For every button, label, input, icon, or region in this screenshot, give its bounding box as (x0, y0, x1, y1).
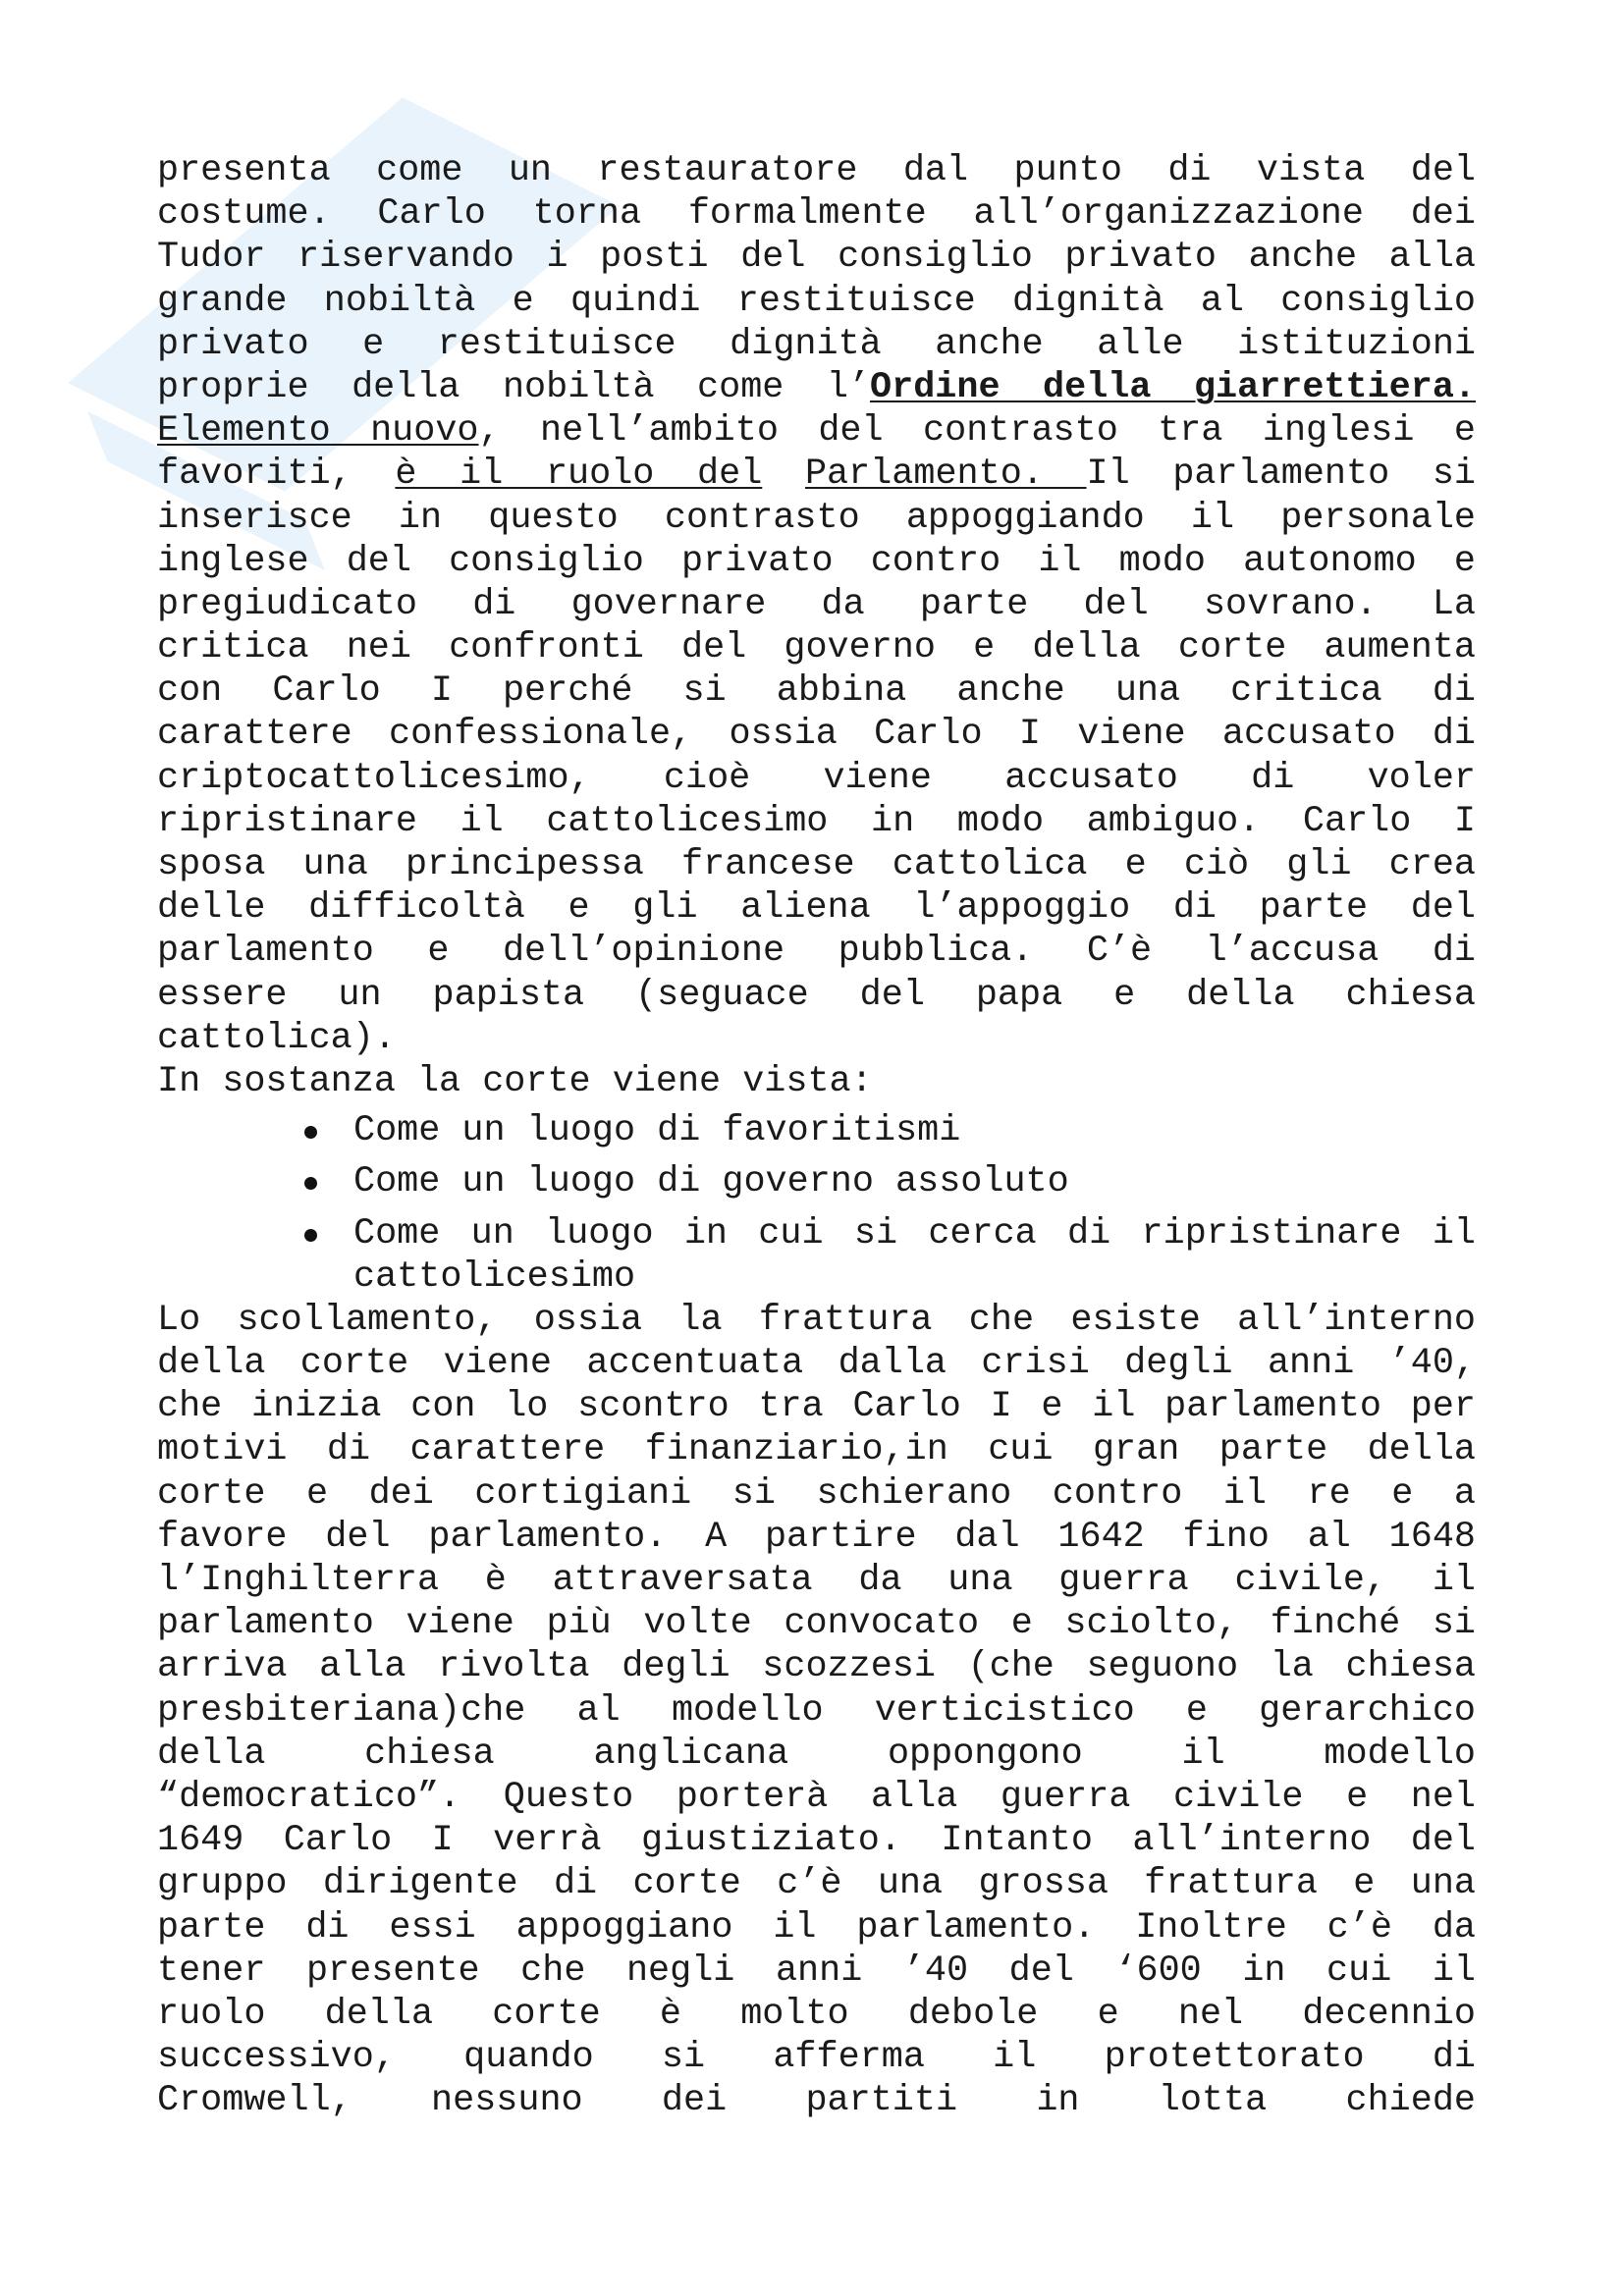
bullet-icon (304, 1229, 317, 1242)
text-line: motivi di carattere finanziario,in cui gran parte della (157, 1429, 1476, 1471)
list-intro: In sostanza la corte viene vista: (157, 1060, 873, 1102)
bullet-list (157, 1103, 1476, 1299)
list-item-text: Come un luogo in cui si cerca di ripristinare il (353, 1212, 1476, 1255)
document-body (157, 149, 1476, 2122)
text-line: presenta come un restauratore dal punto di vista del (157, 150, 1476, 191)
text-line: delle difficoltà e gli aliena l’appoggio di parte del (157, 887, 1476, 930)
text-line: ripristinare il cattolicesimo in modo ambiguo. Carlo I (157, 800, 1476, 842)
text-line: gruppo dirigente di corte c’è una grossa frattura e una (157, 1863, 1476, 1905)
text-line: favore del parlamento. A partire dal 1642 fino al 1648 (157, 1516, 1476, 1558)
text-line: presbiteriana)che al modello verticistico e gerarchico (157, 1689, 1476, 1732)
text-line: costume. Carlo torna formalmente all’organizzazione dei (157, 193, 1476, 236)
text-line: parte di essi appoggiano il parlamento. Inoltre c’è da (157, 1906, 1476, 1949)
text-line: critica nei confronti del governo e della corte aumenta (157, 627, 1476, 669)
paragraph-2 (157, 1299, 1476, 2123)
text-line: grande nobiltà e quindi restituisce dignità al consiglio (157, 280, 1476, 322)
text-line: essere un papista (seguace del papa e della chiesa (157, 974, 1476, 1016)
text-line: inserisce in questo contrasto appoggiando il personale (157, 497, 1476, 539)
text-run: favoriti, (157, 454, 396, 496)
text-line: Cromwell, nessuno dei partiti in lotta chiede (157, 2080, 1476, 2122)
text-line: della chiesa anglicana oppongono il modello (157, 1733, 1476, 1775)
bullet-icon (304, 1177, 317, 1190)
text-line: 1649 Carlo I verrà giustiziato. Intanto all’interno del (157, 1820, 1476, 1862)
parlamento-underline: Parlamento. (804, 454, 1087, 496)
list-item (157, 1212, 1476, 1299)
text-line: cattolica). (157, 1017, 396, 1059)
text-line: con Carlo I perché si abbina anche una critica di (157, 670, 1476, 713)
text-line: sposa una principessa francese cattolica e ciò gli crea (157, 844, 1476, 885)
text-line: “democratico”. Questo porterà alla guerra civile e nel (157, 1776, 1476, 1818)
text-line: pregiudicato di governare da parte del sovrano. La (157, 583, 1476, 625)
text-line (157, 453, 1476, 496)
list-item-text: cattolicesimo (353, 1255, 636, 1298)
text-line: tener presente che negli anni ’40 del ‘600 in cui il (157, 1949, 1476, 1992)
text-line: successivo, quando si afferma il protettorato di (157, 2037, 1476, 2079)
text-line: l’Inghilterra è attraversata da una guerra civile, il (157, 1560, 1476, 1601)
text-line: criptocattolicesimo, cioè viene accusato di voler (157, 757, 1476, 799)
text-line: privato e restituisce dignità anche alle istituzioni (157, 323, 1476, 365)
list-item-text: Come un luogo di favoritismi (353, 1110, 961, 1152)
text-run: proprie della nobiltà come l’ (157, 366, 871, 408)
list-item (157, 1109, 1476, 1152)
text-run: , nell’ambito del contrasto tra inglesi e (478, 410, 1476, 453)
text-line: Tudor riservando i posti del consiglio privato anche alla (157, 237, 1476, 279)
elemento-nuovo-underline: Elemento nuovo (157, 410, 479, 453)
text-line: parlamento e dell’opinione pubblica. C’è l’accusa di (157, 931, 1476, 973)
list-item (157, 1160, 1476, 1203)
text-line (157, 366, 1476, 409)
text-line: arriva alla rivolta degli scozzesi (che seguono la chiesa (157, 1646, 1476, 1688)
text-line: ruolo della corte è molto debole e nel decennio (157, 1993, 1476, 2035)
text-line: Lo scollamento, ossia la frattura che esiste all’interno (157, 1299, 1476, 1341)
text-line: inglese del consiglio privato contro il modo autonomo e (157, 540, 1476, 582)
ruolo-underline: è il ruolo del (395, 454, 763, 496)
text-line: della corte viene accentuata dalla crisi degli anni ’40, (157, 1343, 1476, 1385)
order-garter-emphasis: Ordine della giarrettiera. (870, 366, 1477, 408)
text-line (157, 409, 1476, 453)
paragraph-1 (157, 149, 1476, 1060)
text-line: parlamento viene più volte convocato e sciolto, finché si (157, 1603, 1476, 1645)
text-line: carattere confessionale, ossia Carlo I viene accusato di (157, 714, 1476, 756)
bullet-icon (304, 1126, 317, 1139)
list-item-text: Come un luogo di governo assoluto (353, 1161, 1069, 1203)
text-line: che inizia con lo scontro tra Carlo I e il parlamento per (157, 1386, 1476, 1428)
text-run (762, 454, 805, 495)
text-run: Il parlamento si (1086, 454, 1476, 496)
text-line: corte e dei cortigiani si schierano contro il re e a (157, 1472, 1476, 1515)
